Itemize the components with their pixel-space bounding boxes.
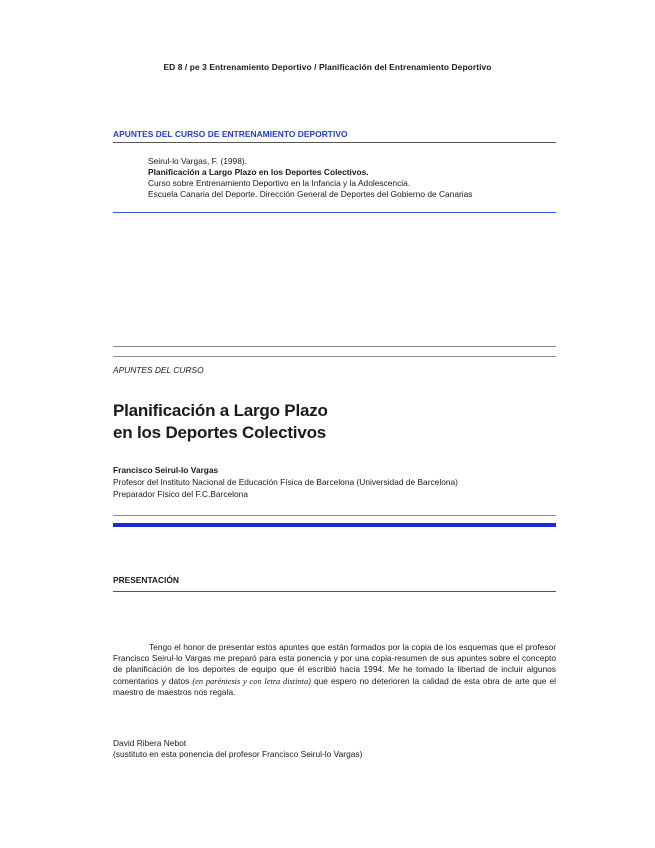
title-block-second-rule [113, 356, 556, 357]
presentacion-rule [113, 591, 556, 592]
intro-paragraph-text-1: Tengo el honor de presentar estos apuntes que están formados por la copia de los esquemas que el profesor Francisco Seirul-lo Vargas me preparó para esta ponencia y por una copia-resumen de sus apuntes sobre el concepto de planificación de los deportes de equipo que él escribió hacia 1994. Me he tomado la libertad de incluir algunos comentarios y datos [113, 642, 556, 686]
author-affiliation: Profesor del Instituto Nacional de Educación Física de Barcelona (Universidad de Barcelona) [113, 477, 458, 487]
author-block-rule [113, 515, 556, 516]
main-title-line-1: Planificación a Largo Plazo [113, 401, 328, 420]
title-block-top-rule [113, 346, 556, 347]
author-name: Francisco Seirul-lo Vargas [113, 465, 219, 475]
course-heading: APUNTES DEL CURSO DE ENTRENAMIENTO DEPORTIVO [113, 129, 348, 139]
reference-institution: Escuela Canaria del Deporte. Dirección General de Deportes del Gobierno de Canarias [148, 189, 473, 199]
main-title-line-2: en los Deportes Colectivos [113, 423, 327, 442]
reference-rule [113, 212, 556, 213]
intro-paragraph [113, 642, 556, 698]
intro-paragraph-text-2: que espero no deterioren la calidad de esta obra de arte que el maestro de maestros nos regala. [113, 675, 557, 697]
intro-paragraph-italic: (en paréntesis y con letra distinta) [192, 676, 311, 686]
author-role: Preparador Físico del F.C.Barcelona [113, 489, 248, 499]
reference-title: Planificación a Largo Plazo en los Deportes Colectivos. [148, 167, 369, 177]
signature-note: (sustituto en esta ponencia del profesor Francisco Seirul-lo Vargas) [113, 749, 363, 759]
page-header: ED 8 / pe 3 Entrenamiento Deportivo / Planificación del Entrenamiento Deportivo [163, 62, 492, 72]
presentacion-heading: PRESENTACIÓN [113, 575, 179, 585]
signature-name: David Ribera Nebot [113, 738, 187, 748]
course-heading-rule [113, 142, 556, 143]
main-title [113, 400, 328, 444]
blue-divider-bar [113, 523, 556, 527]
section-kicker: APUNTES DEL CURSO [113, 365, 204, 375]
reference-author-year: Seirul-lo Vargas, F. (1998). [148, 156, 247, 166]
reference-course: Curso sobre Entrenamiento Deportivo en la Infancia y la Adolescencia. [148, 178, 411, 188]
